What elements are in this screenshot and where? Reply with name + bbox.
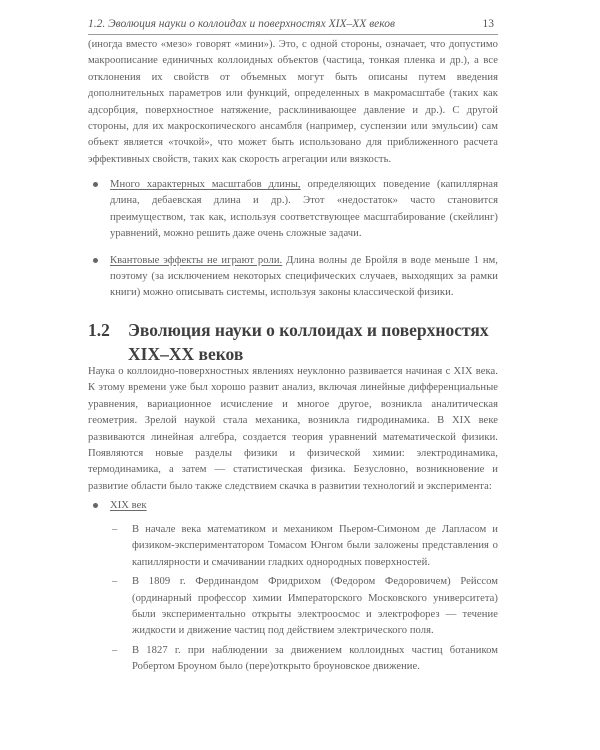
- event-item: – В 1809 г. Фердинандом Фридрихом (Федором Федоровичем) Рейссом (ординарный профессор химии Императорского Московского университета) были экспериментально открыты электроосмос и электрофорез — течение жидкости и движение частиц под действием электрического поля.: [88, 574, 498, 640]
- event-item: – В начале века математиком и механиком Пьером-Симоном де Лапласом и физиком-экспериментатором Томасом Юнгом были заложены представления о капиллярности и смачивании гладких однородных поверхностей.: [88, 522, 498, 571]
- bullet-item-length-scales: [88, 177, 498, 243]
- century-label: XIX век: [110, 500, 147, 511]
- running-head: [88, 12, 498, 35]
- page-number: 13: [482, 18, 494, 30]
- event-dash-list: [88, 522, 498, 679]
- event-item: – В 1827 г. при наблюдении за движением коллоидных частиц ботаником Робертом Броуном было (пере)открыто броуновское движение.: [88, 643, 498, 676]
- continued-paragraph: (иногда вместо «мезо» говорят «мини»). Это, с одной стороны, означает, что допустимо макроописание единичных коллоидных объектов (частица, тонкая пленка и др.), а все отклонения их свойств от объемных могут быть описаны путем введения дополнительных параметров или функций, определенных в макромасштабе (таких как адсорбция, поверхностное натяжение, расклинивающее давление и др.). С другой стороны, для их макроскопического ансамбля (например, суспензии или эмульсии) сам объект является «точкой», что может быть использовано для приближенного расчета эффективных свойств, таких как скорость агрегации или вязкость.: [88, 39, 498, 165]
- bullet-text: Длина волны де Бройля в воде меньше 1 нм, поэтому (за исключением некоторых специфических случаев, выходящих за рамки книги) можно описывать системы, используя законы классической физики.: [110, 254, 498, 299]
- bullet-item-quantum-effects: [88, 253, 498, 302]
- feature-bullet-list: [88, 177, 498, 302]
- century-bullet-list: [88, 498, 498, 514]
- bullet-lead: Много характерных масштабов длины,: [110, 179, 301, 190]
- running-head-title: 1.2. Эволюция науки о коллоидах и поверхностях XIX–XX веков: [88, 18, 395, 30]
- bullet-lead: Квантовые эффекты не играют роли.: [110, 254, 283, 266]
- century-bullet-item: [88, 498, 498, 514]
- section-number: 1.2: [88, 320, 110, 340]
- bullet-text: определяющих поведение (капиллярная длина, дебаевская длина и др.). Этот «недостаток» часто становится преимуществом, так как, используя соответствующее масштабирование (скейлинг) уравнений, можно решить даже очень сложные задачи.: [110, 179, 498, 240]
- section-paragraph: Наука о коллоидно-поверхностных явлениях неуклонно развивается начиная с XIX века. К этому времени уже был хорошо развит анализ, включая линейные дифференциальные уравнения, вариационное исчисление и многое другое, возникла аналитическая геометрия. Зрелой наукой стала механика, возникла гидродинамика. В XIX веке развиваются линейная алгебра, создается теория уравнений математической физики. Появляются новые разделы физики и физической химии: электродинамика, термодинамика, а затем — статистическая физика. Безусловно, возникновение и развитие области было также следствием скачка в развитии технологий и эксперимента:: [88, 366, 498, 492]
- section-title: Эволюция науки о коллоидах и поверхностях XIX–XX веков: [128, 320, 489, 364]
